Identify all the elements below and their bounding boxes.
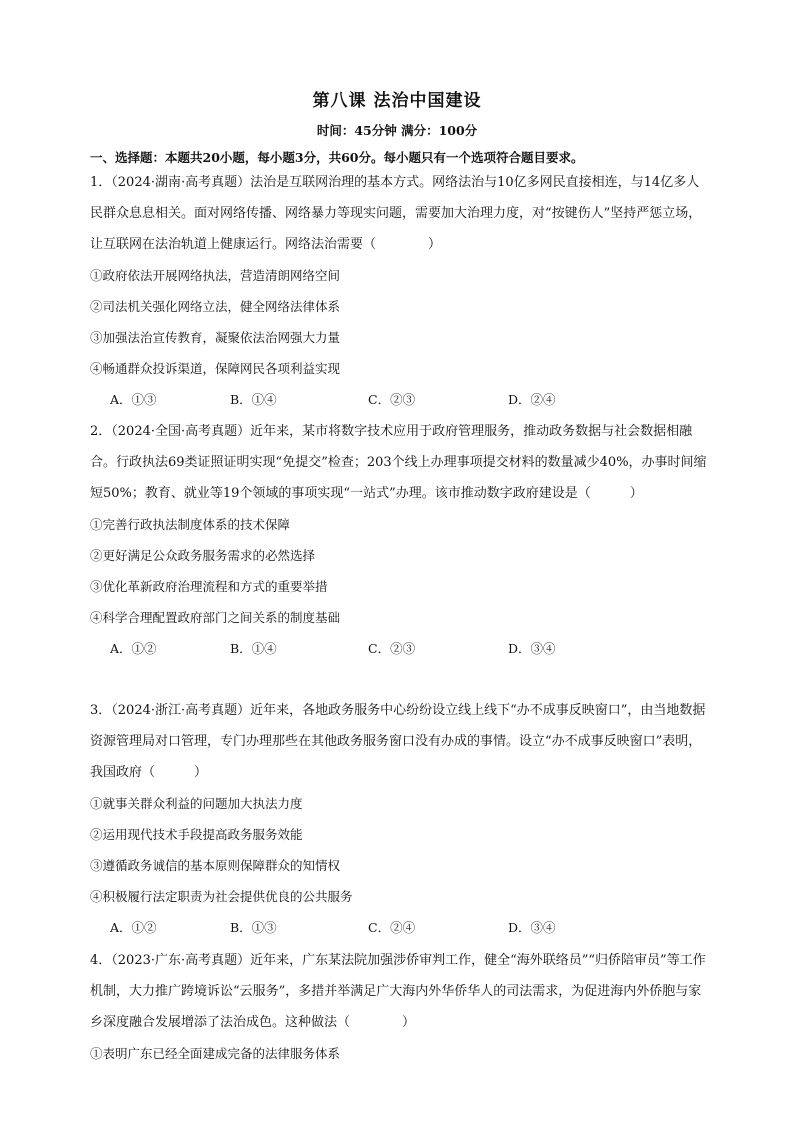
page-title: 第八课 法治中国建设 — [312, 91, 482, 111]
option-statement-4: ④畅通群众投诉渠道，保障网民各项利益实现 — [90, 361, 341, 376]
option-statement-2: ②司法机关强化网络立法，健全网络法律体系 — [90, 299, 341, 314]
question-stem: 3．（2024·浙江·高考真题）近年来，各地政务服务中心纷纷设立线上线下“办不成事反映窗口”，由当地数据资源管理局对口管理，专门办理那些在其他政务服务窗口没有办成的事情。设立“办不成事反映窗口”表明，我国政府（ ） — [90, 703, 706, 780]
section-heading: 一、选择题：本题共20小题，每小题3分，共60分。每小题只有一个选项符合题目要求。 — [90, 150, 584, 165]
choice-c[interactable]: C．②③ — [368, 641, 416, 656]
choice-b[interactable]: B．①④ — [230, 641, 277, 656]
option-statement-4: ④科学合理配置政府部门之间关系的制度基础 — [90, 610, 341, 625]
option-statement-2: ②运用现代技术手段提高政务服务效能 — [90, 827, 303, 842]
choice-a[interactable]: A．①③ — [110, 392, 157, 407]
choice-d[interactable]: D．②④ — [508, 392, 556, 407]
question-1 — [90, 167, 710, 415]
choice-c[interactable]: C．②④ — [368, 920, 416, 935]
question-4 — [90, 945, 710, 1069]
option-statement-1: ①就事关群众利益的问题加大执法力度 — [90, 796, 303, 811]
option-statement-1: ①完善行政执法制度体系的技术保障 — [90, 517, 291, 532]
option-statement-3: ③加强法治宣传教育，凝聚依法治网强大力量 — [90, 330, 341, 345]
answer-choices — [90, 384, 710, 415]
option-statement-1: ①表明广东已经全面建成完备的法律服务体系 — [90, 1046, 341, 1061]
choice-c[interactable]: C．②③ — [368, 392, 416, 407]
option-statement-3: ③优化革新政府治理流程和方式的重要举措 — [90, 579, 328, 594]
option-statement-1: ①政府依法开展网络执法，营造清朗网络空间 — [90, 268, 341, 283]
answer-choices — [90, 633, 710, 664]
choice-a[interactable]: A．①② — [110, 920, 157, 935]
answer-choices — [90, 912, 710, 943]
question-stem: 1．（2024·湖南·高考真题）法治是互联网治理的基本方式。网络法治与10亿多网民直接相连，与14亿多人民群众息息相关。面对网络传播、网络暴力等现实问题，需要加大治理力度，对“按键伤人”坚持严惩立场，让互联网在法治轨道上健康运行。网络法治需要（ ） — [90, 175, 702, 252]
choice-b[interactable]: B．①④ — [230, 392, 277, 407]
question-2 — [90, 416, 710, 664]
option-statement-4: ④积极履行法定职责为社会提供优良的公共服务 — [90, 889, 353, 904]
option-statement-3: ③遵循政务诚信的基本原则保障群众的知情权 — [90, 858, 341, 873]
choice-a[interactable]: A．①② — [110, 641, 157, 656]
choice-d[interactable]: D．③④ — [508, 641, 556, 656]
option-statement-2: ②更好满足公众政务服务需求的必然选择 — [90, 548, 316, 563]
question-stem: 4．（2023·广东·高考真题）近年来，广东某法院加强涉侨审判工作，健全“海外联络员”“归侨陪审员”等工作机制，大力推广跨境诉讼“云服务”，多措并举满足广大海内外华侨华人的司法需求，为促进海内外侨胞与家乡深度融合发展增添了法治成色。这种做法（ ） — [90, 953, 706, 1030]
question-stem: 2．（2024·全国·高考真题）近年来，某市将数字技术应用于政府管理服务，推动政务数据与社会数据相融合。行政执法69类证照证明实现“免提交”检查；203个线上办理事项提交材料的数量减少40%，办事时间缩短50%；教育、就业等19个领域的事项实现“一站式”办理。该市推动数字政府建设是（ ） — [90, 424, 707, 501]
choice-d[interactable]: D．③④ — [508, 920, 556, 935]
exam-info: 时间：45分钟 满分：100分 — [316, 123, 478, 138]
question-3 — [90, 695, 710, 943]
choice-b[interactable]: B．①③ — [230, 920, 277, 935]
